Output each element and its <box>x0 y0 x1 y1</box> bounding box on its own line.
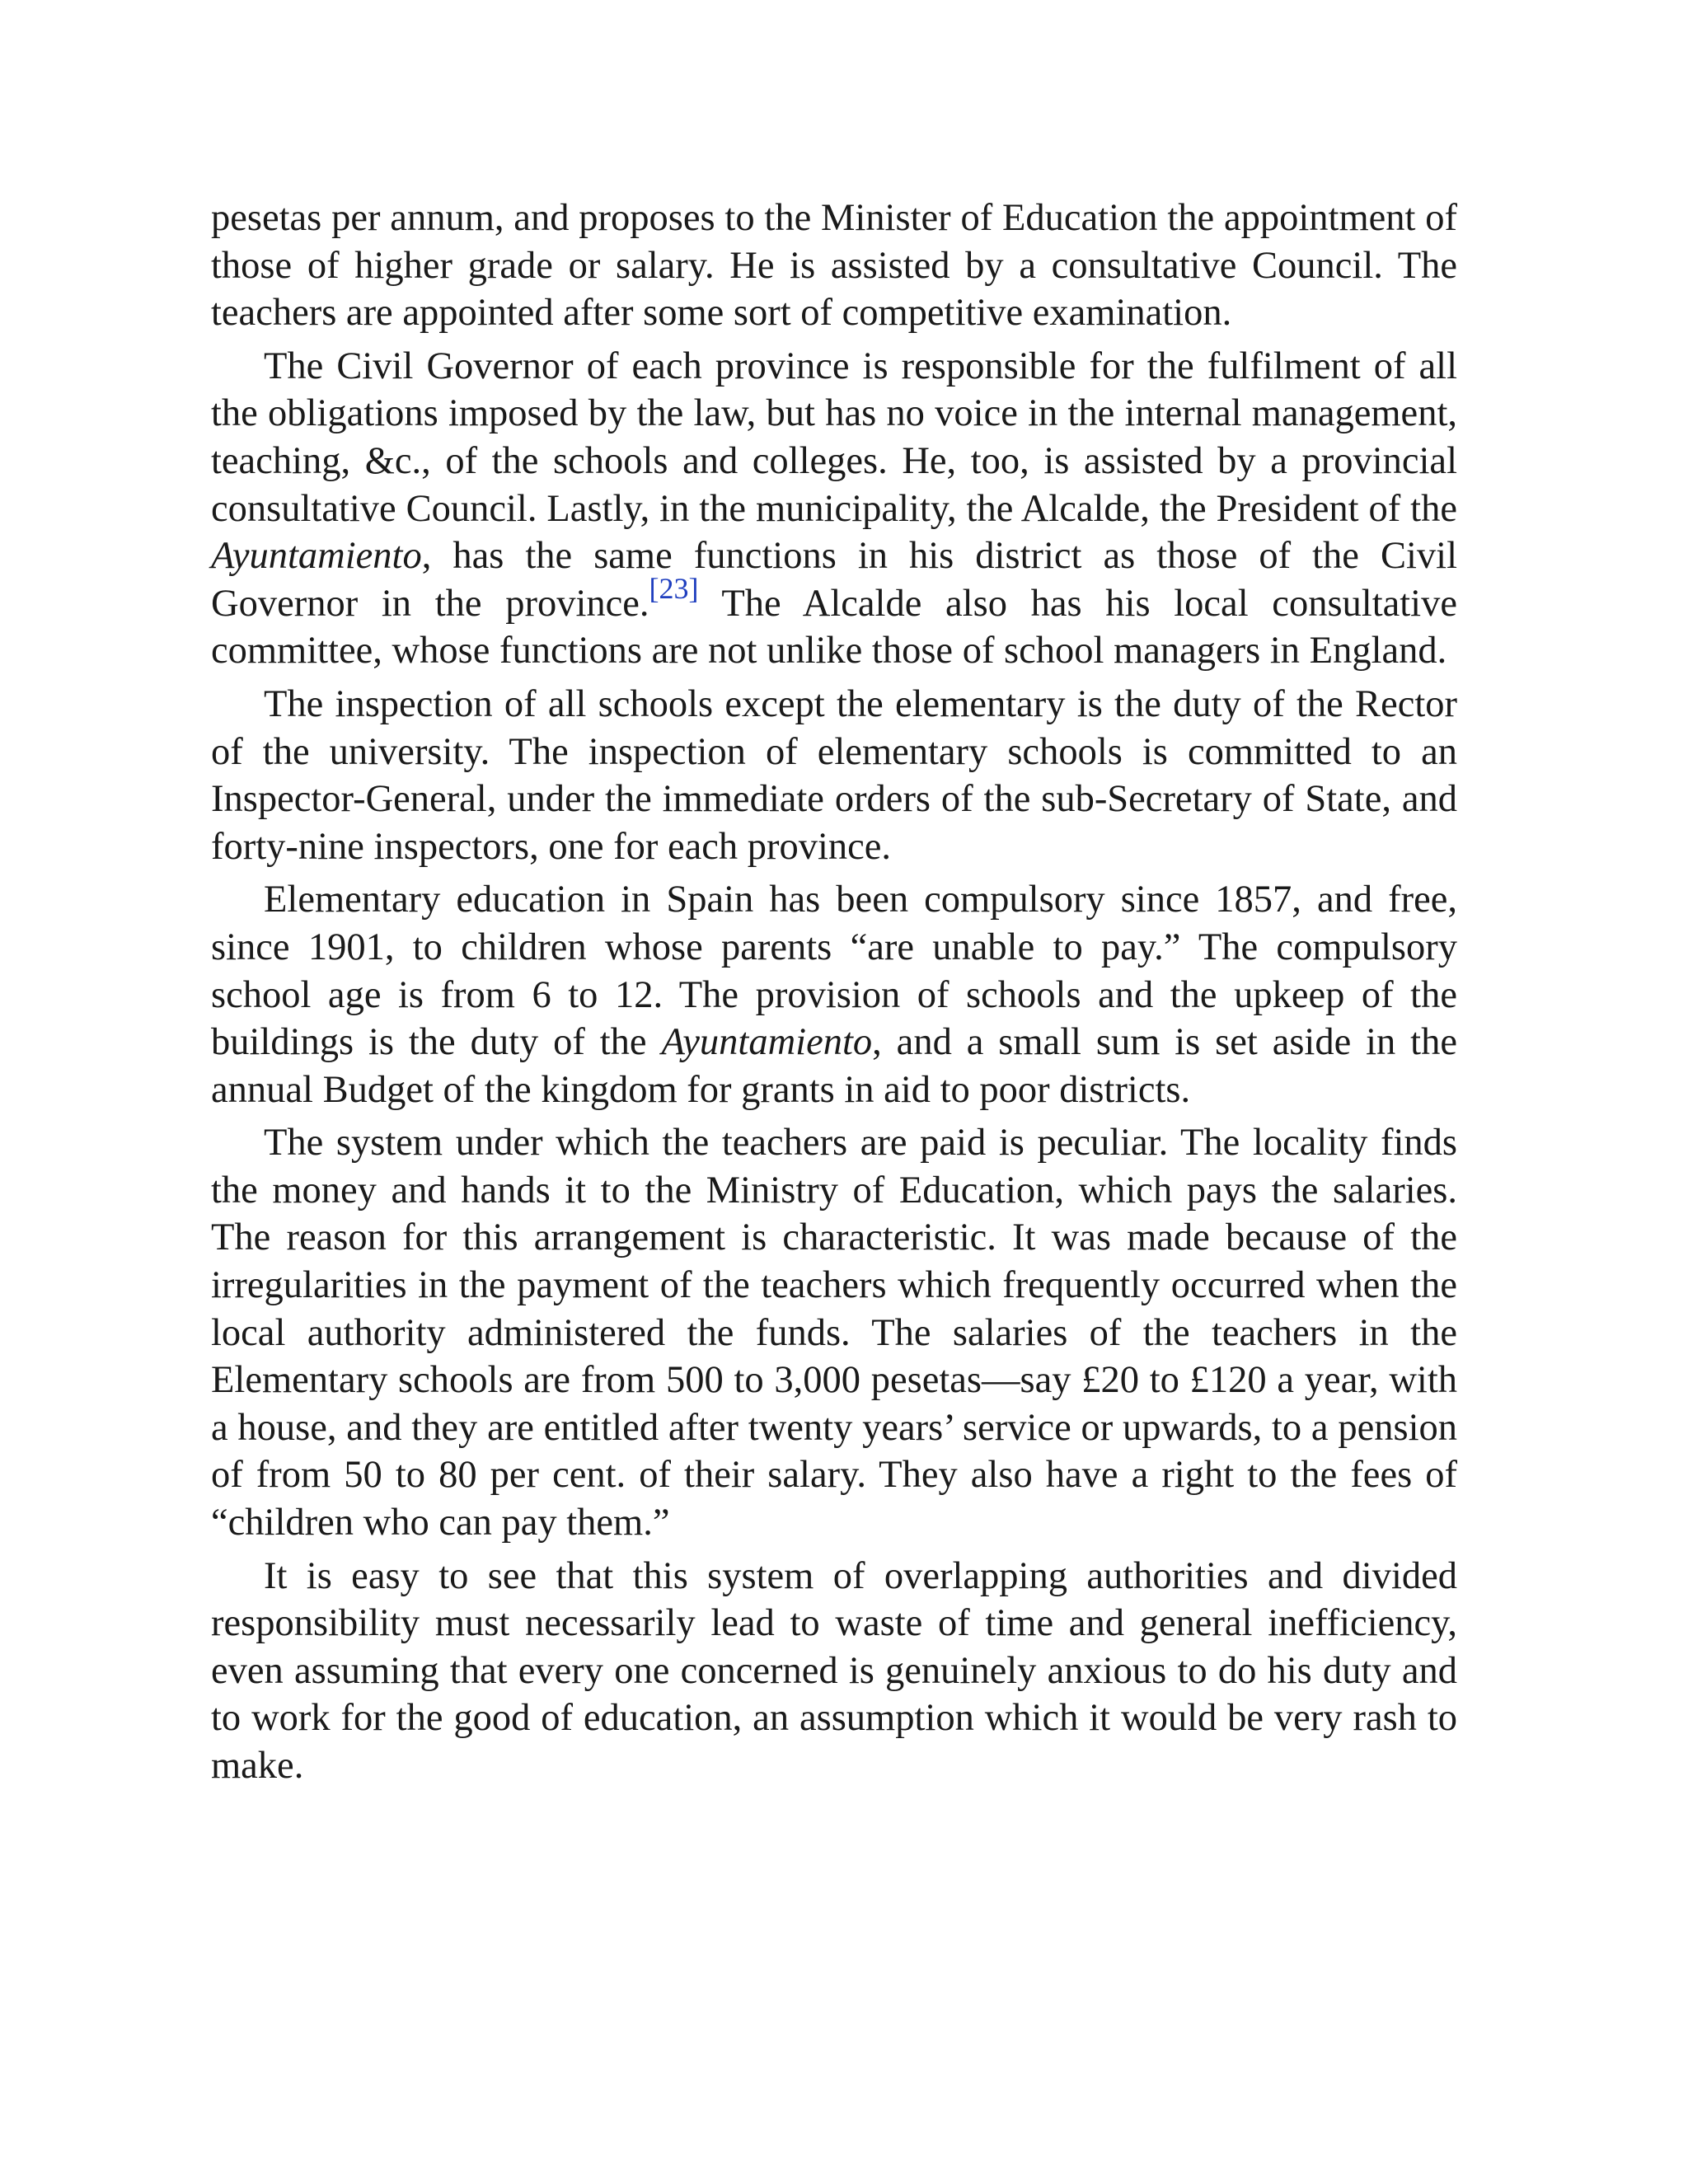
paragraph-text: The Alcalde also has his local consultative committee, whose functions are not unlike those of school managers in England. <box>211 582 1457 673</box>
italic-term: Ayuntamiento <box>661 1021 873 1064</box>
paragraph-continuation <box>211 194 1457 337</box>
paragraph-text: Elementary education in Spain has been compulsory since 1857, and free, since 1901, to children whose parents “are unable to pay.” The compulsory school age is from 6 to 12. The provision of schools and the upkeep of the buildings is the duty of the <box>211 879 1457 1064</box>
paragraph-text: The system under which the teachers are paid is peculiar. The locality finds the money and hands it to the Ministry of Education, which pays the salaries. The reason for this arrangement is characteristic. It was made because of the irregularities in the payment of the teachers which frequently occurred when the local authority administered the funds. The salaries of the teachers in the Elementary schools are from 500 to 3,000 pesetas—say £20 to £120 a year, with a house, and they are entitled after twenty years’ service or upwards, to a pension of from 50 to 80 per cent. of their salary. They also have a right to the fees of “children who can pay them.” <box>211 1122 1457 1544</box>
paragraph-teacher-salaries <box>211 1119 1457 1546</box>
paragraph-civil-governor <box>211 343 1457 675</box>
paragraph-text: , has the same functions in his district as those of the Civil Governor in the province. <box>211 535 1457 625</box>
paragraph-text: pesetas per annum, and proposes to the Minister of Education the appointment of those of higher grade or salary. He is assisted by a consultative Council. The teachers are appointed after some sort of competitive examination. <box>211 197 1457 335</box>
paragraph-conclusion <box>211 1553 1457 1790</box>
italic-term: Ayuntamiento <box>211 535 422 578</box>
footnote-ref <box>649 572 699 605</box>
paragraph-inspection <box>211 681 1457 870</box>
paragraph-text: The inspection of all schools except the elementary is the duty of the Rector of the university. The inspection of elementary schools is committed to an Inspector-General, under the immediate orders of the sub-Secretary of State, and forty-nine inspectors, one for each province. <box>211 682 1457 868</box>
paragraph-text: The Civil Governor of each province is responsible for the fulfilment of all the obligations imposed by the law, but has no voice in the internal management, teaching, &c., of the schools and colleges. He, too, is assisted by a provincial consultative Council. Lastly, in the municipality, the Alcalde, the President of the <box>211 344 1457 530</box>
page-body <box>211 194 1457 1796</box>
footnote-link-23[interactable]: [23] <box>649 572 699 606</box>
paragraph-elementary-education <box>211 876 1457 1113</box>
paragraph-text: It is easy to see that this system of overlapping authorities and divided responsibility must necessarily lead to waste of time and general inefficiency, even assuming that every one concerned is genuinely anxious to do his duty and to work for the good of education, an assumption which it would be very rash to make. <box>211 1554 1457 1787</box>
paragraph-text: , and a small sum is set aside in the annual Budget of the kingdom for grants in aid to poor districts. <box>211 1021 1457 1111</box>
